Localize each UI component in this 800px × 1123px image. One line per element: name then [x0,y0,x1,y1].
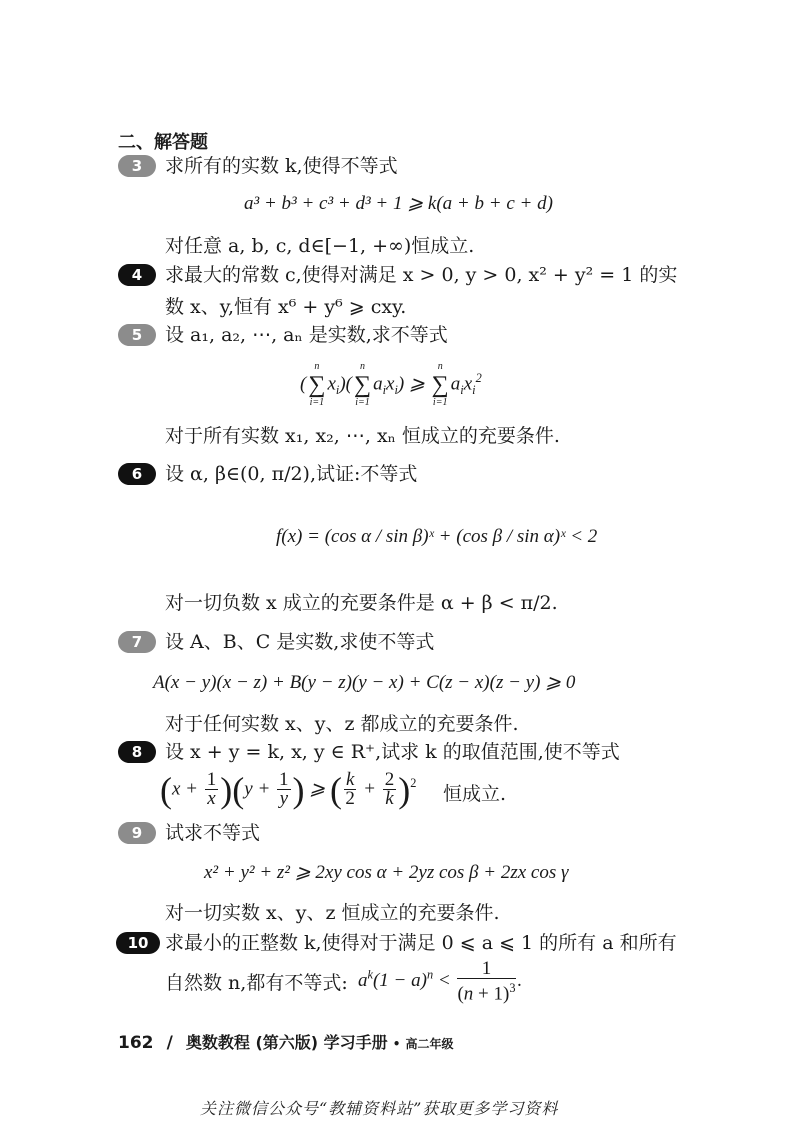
footer-separator: / [166,1033,173,1053]
footer-bullet: • [392,1037,401,1051]
problem-7-formula: A(x − y)(x − z) + B(y − z)(y − x) + C(z − x)(z − y) ⩾ 0 [153,672,576,693]
problem-6-formula: f(x) = (cos α / sin β)ˣ + (cos β / sin α)ˣ < 2 [276,526,598,547]
problem-10-formula: $a^k(1 - a)^n$ < $\frac{1}{(n + 1)^3}$ . [358,958,523,1005]
problem-5-line-1: 设 a₁, a₂, ⋯, aₙ 是实数,求不等式 [165,324,448,346]
page-number: 162 [118,1033,154,1053]
problem-3-line-1: 求所有的实数 k,使得不等式 [165,155,398,177]
problem-6-badge: 6 [118,463,156,485]
problem-10-line-2: 自然数 n,都有不等式: [165,972,348,994]
problem-7-line-3: 对于任何实数 x、y、z 都成立的充要条件. [165,713,519,735]
problem-5-badge: 5 [118,324,156,346]
problem-9-line-1: 试求不等式 [165,822,261,844]
problem-4-line-1: 求最大的常数 c,使得对满足 x > 0, y > 0, x² + y² = 1 的实 [165,264,678,286]
problem-5-line-2: 对于所有实数 x₁, x₂, ⋯, xₙ 恒成立的充要条件. [165,425,560,447]
bottom-note: 关注微信公众号“教辅资料站”获取更多学习资料 [200,1099,559,1118]
page-footer [118,1030,454,1053]
problem-9-formula: x² + y² + z² ⩾ 2xy cos α + 2yz cos β + 2zx cos γ [204,862,569,883]
problem-7-badge: 7 [118,631,156,653]
problem-10-badge: 10 [116,932,160,954]
problem-8-formula: (x + $\frac{1}{x}$ )(y + $\frac{1}{y}$ ) ⩾ ( $\frac{k}{2}$ + $\frac{2}{k}$ )$^2$ [160,769,417,810]
problem-3-line-3: 对任意 a, b, c, d∈[−1, +∞)恒成立. [165,235,475,257]
section-title: 二、解答题 [118,132,208,153]
problem-8-line-2: 恒成立. [443,783,507,805]
problem-6-line-1: 设 α, β∈(0, π/2),试证:不等式 [165,463,418,485]
problem-10-line-1: 求最小的正整数 k,使得对于满足 0 ⩽ a ⩽ 1 的所有 a 和所有 [165,932,677,954]
problem-4-line-2: 数 x、y,恒有 x⁶ + y⁶ ⩾ cxy. [165,296,407,318]
problem-5-formula: ( n ∑ i=1 $x_i$)( n ∑ i=1 $a_ix_i$) ⩾ n ∑ i=1 $a_ix_i^2$ [300,361,482,408]
problem-8-line-1: 设 x + y = k, x, y ∈ R⁺,试求 k 的取值范围,使不等式 [165,741,620,763]
problem-3-formula: a³ + b³ + c³ + d³ + 1 ⩾ k(a + b + c + d) [244,193,553,214]
problem-3-badge: 3 [118,155,156,177]
problem-7-line-1: 设 A、B、C 是实数,求使不等式 [165,631,435,653]
problem-6-line-3: 对一切负数 x 成立的充要条件是 α + β < π/2. [165,592,558,614]
problem-4-badge: 4 [118,264,156,286]
problem-9-line-3: 对一切实数 x、y、z 恒成立的充要条件. [165,902,500,924]
problem-8-badge: 8 [118,741,156,763]
grade-label: 高二年级 [405,1037,454,1051]
problem-9-badge: 9 [118,822,156,844]
book-title: 奥数教程 (第六版) 学习手册 [185,1033,388,1052]
